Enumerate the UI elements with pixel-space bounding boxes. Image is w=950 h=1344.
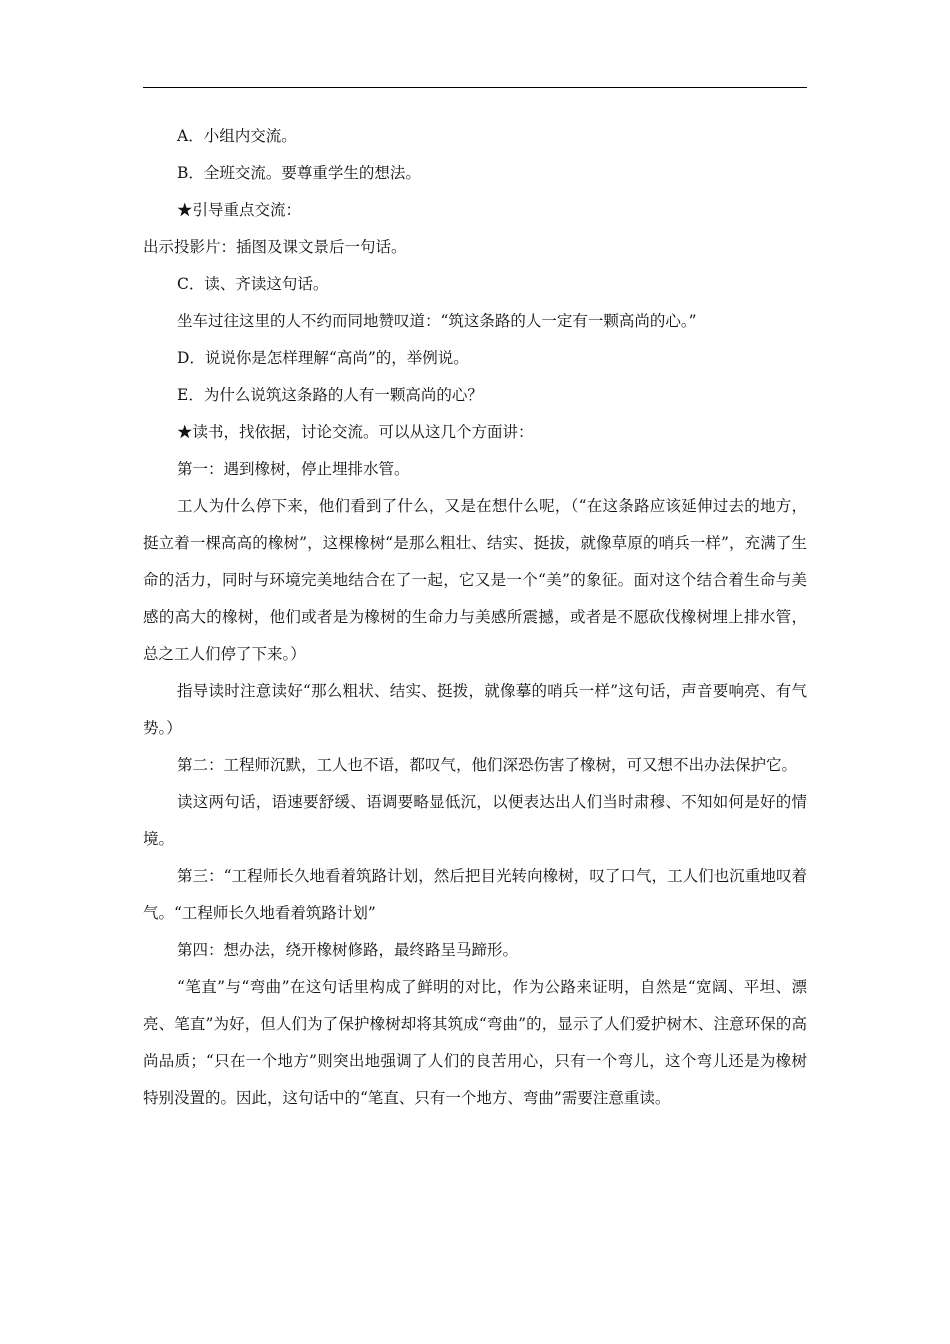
paragraph-show-slide: 出示投影片：插图及课文景后一句话。 [143,238,407,256]
document-body [143,118,807,1117]
paragraph-point-4-detail: “笔直”与“弯曲”在这句话里构成了鲜明的对比，作为公路来证明，自然是“宽阔、平坦、漂亮、笔直”为好，但人们为了保护橡树却将其筑成“弯曲”的，显示了人们爱护树木、注意环保的高尚品质；“只在一个地方”则突出地强调了人们的良苦用心，只有一个弯儿，这个弯儿还是为橡树特别没置的。因此，这句话中的“笔直、只有一个地方、弯曲”需要注意重读。 [143,978,807,1107]
paragraph-quote: 坐车过往这里的人不约而同地赞叹道：“筑这条路的人一定有一颗高尚的心。” [177,312,697,330]
paragraph-read-discuss: ★读书，找依据，讨论交流。可以从这几个方面讲： [177,423,534,441]
header-rule [143,87,807,88]
paragraph-point-2-detail: 读这两句话，语速要舒缓、语调要略显低沉，以便表达出人们当时肃穆、不知如何是好的情境。 [143,793,807,848]
paragraph-step-d: D．说说你是怎样理解“高尚”的，举例说。 [177,349,469,367]
paragraph-point-1: 第一：遇到橡树，停止埋排水管。 [177,460,410,478]
paragraph-point-1-detail: 工人为什么停下来，他们看到了什么，又是在想什么呢，（“在这条路应该延伸过去的地方，挺立着一棵高高的橡树”，这棵橡树“是那么粗壮、结实、挺拔，就像草原的哨兵一样”，充满了生命的活力，同时与环境完美地结合在了一起，它又是一个“美”的象征。面对这个结合着生命与美感的高大的橡树，他们或者是为橡树的生命力与美感所震撼，或者是不愿砍伐橡树埋上排水管，总之工人们停了下来。） [143,497,807,663]
paragraph-reading-guide: 指导读时注意读好“那么粗状、结实、挺拨，就像摹的哨兵一样”这句话，声音要响亮、有气势。） [143,682,807,737]
paragraph-step-a: A．小组内交流。 [177,127,297,145]
paragraph-point-4: 第四：想办法，绕开橡树修路，最终路呈马蹄形。 [177,941,519,959]
paragraph-step-b: B．全班交流。要尊重学生的想法。 [177,164,421,182]
paragraph-point-2: 第二：工程师沉默，工人也不语，都叹气，他们深恐伤害了橡树，可又想不出办法保护它。 [177,756,798,774]
paragraph-guide-focus: ★引导重点交流： [177,201,302,219]
paragraph-point-3: 第三：“工程师长久地看着筑路计划，然后把目光转向橡树，叹了口气，工人们也沉重地叹着气。“工程师长久地看着筑路计划” [143,867,807,922]
paragraph-step-e: E．为什么说筑这条路的人有一颗高尚的心？ [177,386,483,404]
paragraph-step-c: C．读、齐读这句话。 [177,275,329,293]
